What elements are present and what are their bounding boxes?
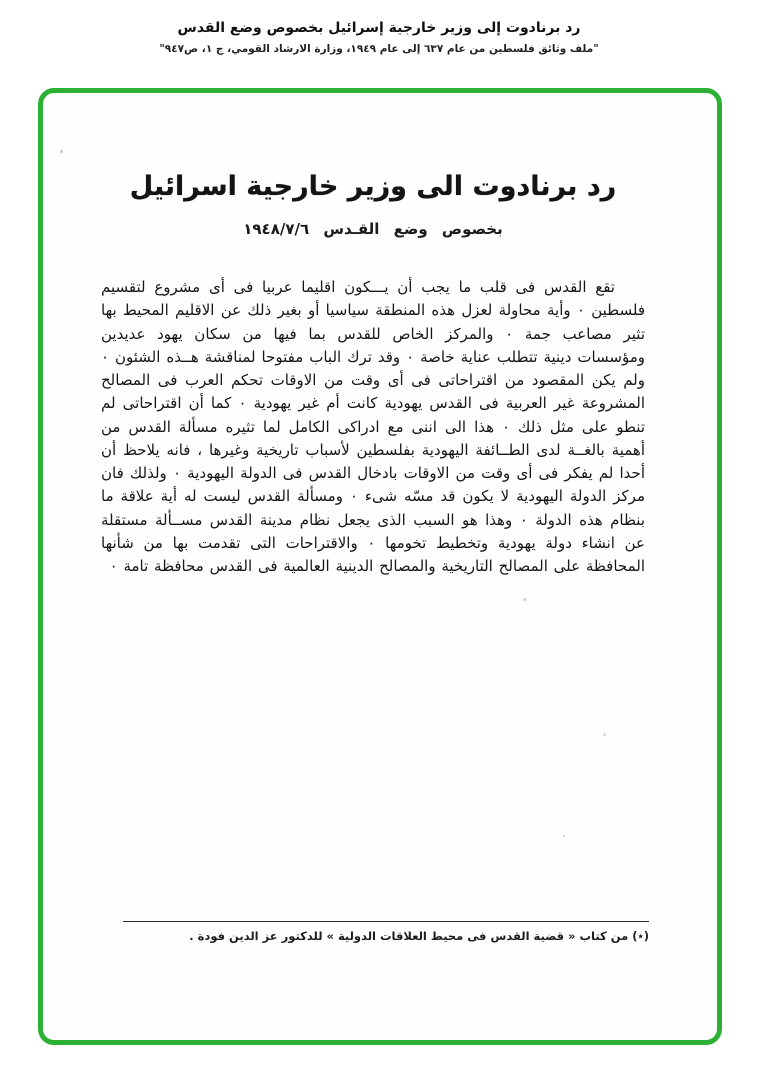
header-source-citation: "ملف وثائق فلسطين من عام ٦٣٧ إلى عام ١٩٤٩، وزارة الارشاد القومي، ج ١، ص٩٤٧" — [159, 43, 599, 55]
document-frame — [38, 88, 722, 1045]
document-subtitle: بخصوص وضع القـدس ١٩٤٨/٧/٦ — [243, 220, 503, 238]
document-body-paragraph: تقع القدس فى قلب ما يجب أن يـــكون اقليما عربيا فى أى مشروع لتقسيم فلسطين ٠ وأية محاولة لعزل هذه المنطقة سياسيا أو بغير ذلك عن الاقليم المحيط بها تثير مصاعب جمة ٠ والمركز الخاص للقدس بما فيها من سكان يهود عديدين ومؤسسات دينية تتطلب عناية خاصة ٠ وقد ترك الباب مفتوحا لمناقشة هــذه الشئون ٠ ولم يكن المقصود من اقتراحاتى فى أى وقت من الاوقات تحكم العرب فى المصالح المشروعة غير العربية فى القدس يهودية كانت أم غير يهودية ٠ كما أن اقتراحاتى لم تنطو على مثل ذلك ٠ هذا الى اننى مع ادراكى الكامل لما تثيره مسألة القدس من أهمية بالغــة لدى الطــائفة اليهودية بفلسطين لأسباب تاريخية وغيرها ، فانه يلاحظ أن أحدا لم يفكر فى أى وقت من الاوقات بادخال القدس فى الدولة اليهودية ٠ ولذلك فان مركز الدولة اليهودية لا يكون قد مسّه شىء ٠ ومسألة القدس ليست له أية علاقة ما بنظام هذه الدولة ٠ وهذا هو السبب الذى يجعل نظام مدينة القدس مســألة مستقلة عن انشاء دولة يهودية وتخطيط تخومها ٠ والاقتراحات التى تقدمت بها من شأنها المحافظة على المصالح التاريخية والمصالح الدينية العالمية فى القدس محافظة تامة ٠ — [101, 278, 646, 575]
document-title: رد برنادوت الى وزير خارجية اسرائيل — [129, 171, 617, 202]
document-page — [43, 93, 717, 1040]
scan-speck — [60, 150, 63, 153]
scan-speck — [523, 598, 527, 601]
header-title: رد برنادوت إلى وزير خارجية إسرائيل بخصوص وضع القدس — [177, 20, 581, 36]
scan-speck — [603, 733, 606, 736]
footnote-divider — [123, 921, 649, 922]
footnote-text: (٭) من كتاب « قضية القدس فى محيط العلاقات الدولية » للدكتور عز الدين فودة . — [189, 929, 649, 943]
page-header — [0, 20, 758, 55]
footnote-block — [101, 921, 649, 943]
scan-speck — [563, 835, 565, 837]
